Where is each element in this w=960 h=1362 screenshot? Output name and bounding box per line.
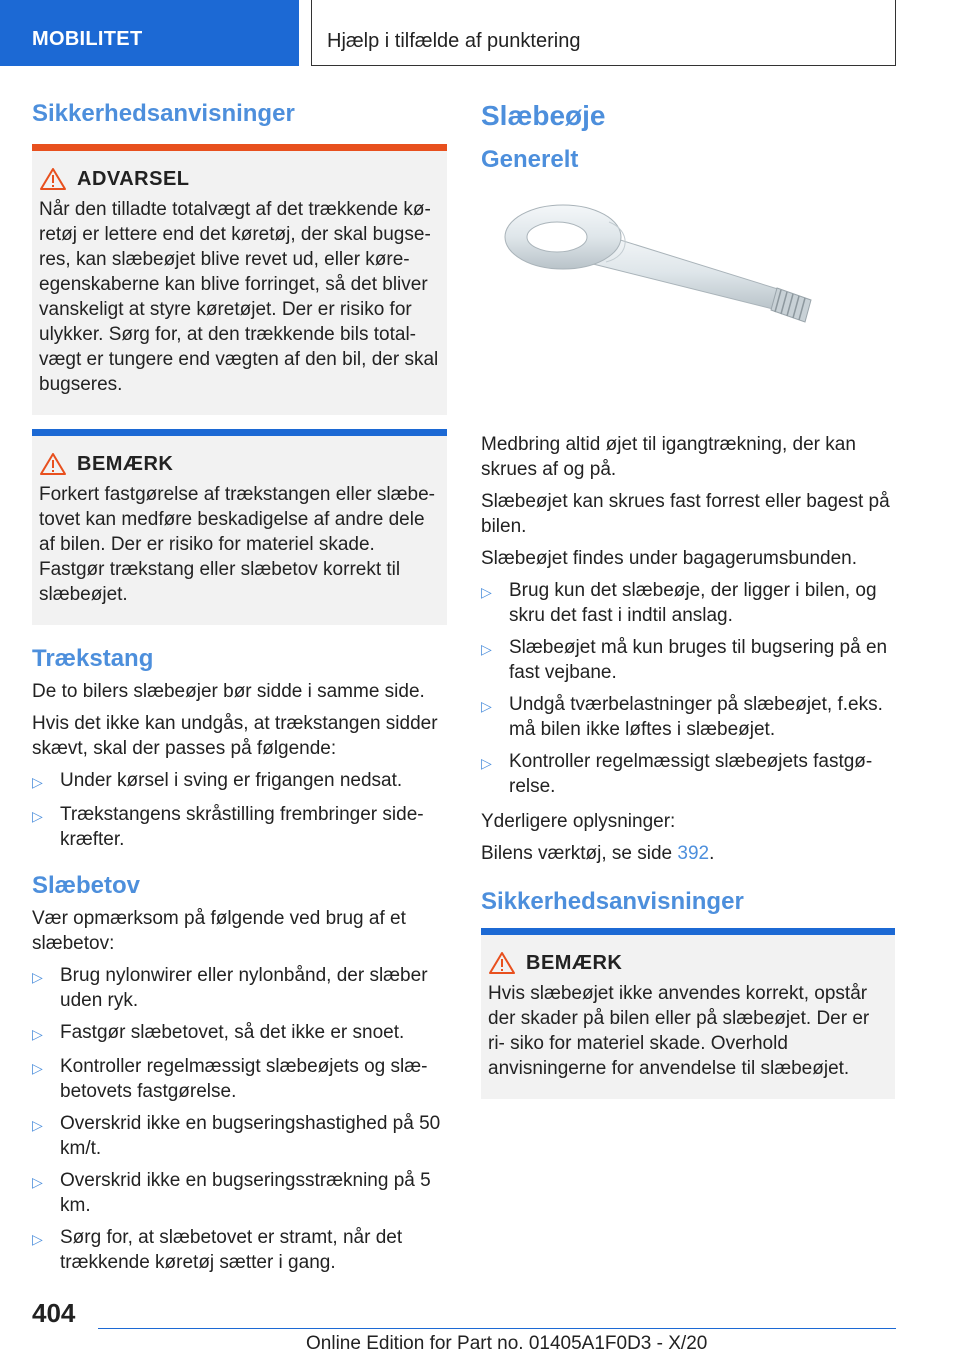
general-paragraph-2: Slæbeøjet kan skrues fast forrest eller bagest på bilen. — [481, 491, 890, 537]
list-item: ▷ Trækstangens skråstilling frembringer side- kræfter. — [32, 804, 424, 850]
list-item: ▷ Brug nylonwirer eller nylonbånd, der slæber uden ryk. — [32, 965, 428, 1011]
towrope-heading: Slæbetov — [32, 872, 141, 899]
page-header — [0, 0, 960, 66]
general-paragraph-3: Slæbeøjet findes under bagagerumsbunden. — [481, 548, 858, 569]
towbar-paragraph-1: De to bilers slæbeøjer bør sidde i samme side. — [32, 681, 425, 702]
triangle-bullet-icon: ▷ — [32, 774, 43, 790]
note-title-right: BEMÆRK — [526, 951, 623, 974]
edition-text: Online Edition for Part no. 01405A1F0D3 - X/20 — [306, 1333, 708, 1354]
tools-reference: Bilens værktøj, se side 392. — [481, 843, 715, 864]
triangle-bullet-icon: ▷ — [481, 698, 492, 714]
list-item: ▷ Undgå tværbelastninger på slæbeøjet, f.eks. må bilen ikke løftes i slæbeøjet. — [481, 694, 883, 740]
triangle-bullet-icon: ▷ — [32, 1026, 43, 1042]
topic-box — [311, 0, 896, 66]
right-column — [481, 100, 895, 1099]
list-item: ▷ Overskrid ikke en bugseringshastighed på 50 km/t. — [32, 1113, 441, 1159]
towbar-list — [32, 768, 447, 852]
warning-title: ADVARSEL — [77, 167, 190, 190]
topic-label: Hjælp i tilfælde af punktering — [327, 30, 581, 52]
list-item: ▷ Fastgør slæbetovet, så det ikke er snoet. — [32, 1020, 447, 1047]
towbar-heading: Trækstang — [32, 645, 154, 672]
note-title: BEMÆRK — [77, 452, 174, 475]
warning-triangle-icon — [39, 167, 67, 191]
general-paragraph-1: Medbring altid øjet til igangtrækning, der kan skrues af og på. — [481, 434, 856, 480]
triangle-bullet-icon: ▷ — [32, 808, 43, 824]
list-item: ▷ Sørg for, at slæbetovet er stramt, når det trækkende køretøj sætter i gang. — [32, 1227, 403, 1273]
list-item: ▷ Under kørsel i sving er frigangen nedsat. — [32, 768, 447, 795]
triangle-bullet-icon: ▷ — [32, 1060, 43, 1076]
left-column — [32, 100, 447, 1282]
towbar-paragraph-2: Hvis det ikke kan undgås, at trækstangen sidder skævt, skal der passes på følgende: — [32, 713, 438, 759]
page-number: 404 — [32, 1298, 76, 1328]
list-item: ▷ Brug kun det slæbeøje, der ligger i bilen, og skru det fast i indtil anslag. — [481, 580, 877, 626]
tow-eye-image — [481, 182, 895, 432]
tow-eye-heading: Slæbeøje — [481, 100, 606, 131]
warning-box — [32, 144, 447, 415]
triangle-bullet-icon: ▷ — [481, 641, 492, 657]
general-subheading: Generelt — [481, 146, 579, 173]
note-box-right — [481, 928, 895, 1099]
towrope-paragraph-1: Vær opmærksom på følgende ved brug af et slæbetov: — [32, 908, 406, 954]
warning-triangle-icon — [488, 951, 516, 975]
warning-triangle-icon — [39, 452, 67, 476]
page-link-392[interactable]: 392 — [677, 843, 710, 864]
more-info-label: Yderligere oplysninger: — [481, 811, 676, 832]
triangle-bullet-icon: ▷ — [32, 1174, 43, 1190]
safety-heading-right: Sikkerhedsanvisninger — [481, 888, 744, 915]
safety-heading: Sikkerhedsanvisninger — [32, 100, 295, 127]
triangle-bullet-icon: ▷ — [481, 755, 492, 771]
tow-eye-list — [481, 578, 895, 799]
list-item: ▷ Slæbeøjet må kun bruges til bugsering på en fast vejbane. — [481, 637, 888, 683]
note-box — [32, 429, 447, 625]
triangle-bullet-icon: ▷ — [481, 584, 492, 600]
list-item: ▷ Kontroller regelmæssigt slæbeøjets og slæ- betovets fastgørelse. — [32, 1056, 428, 1102]
note-text: Forkert fastgørelse af trækstangen eller slæbe- tovet kan medføre beskadigelse af andre dele af bilen. Der er risiko for materiel skade. Fastgør trækstang eller slæbetov korrekt til slæbeøjet. — [39, 484, 435, 605]
triangle-bullet-icon: ▷ — [32, 1231, 43, 1247]
section-label: MOBILITET — [32, 28, 143, 50]
tow-eye-illustration — [481, 182, 895, 432]
triangle-bullet-icon: ▷ — [32, 1117, 43, 1133]
list-item: ▷ Kontroller regelmæssigt slæbeøjets fastgø- relse. — [481, 751, 873, 797]
list-item: ▷ Overskrid ikke en bugseringsstrækning på 5 km. — [32, 1170, 431, 1216]
note-text-right: Hvis slæbeøjet ikke anvendes korrekt, opstår der skader på bilen eller på slæbeøjet. Der er ri- siko for materiel skade. Overhold anvisningerne for anvendelse til slæbeøjet. — [488, 983, 870, 1079]
towrope-list — [32, 963, 447, 1275]
warning-text: Når den tilladte totalvægt af det trækkende kø- retøj er lettere end det køretøj, der skal bugse- res, kan slæbeøjet blive revet ud, eller køre- egenskaberne kan blive forringet, så det bliver vanskeligt at styre køretøjet. Der er risiko for ulykker. Sørg for, at den trækkende bils total- vægt er tungere end vægten af den bil, der skal bugseres. — [39, 199, 439, 395]
triangle-bullet-icon: ▷ — [32, 969, 43, 985]
footer-divider — [98, 1328, 896, 1329]
section-tab — [0, 0, 299, 66]
